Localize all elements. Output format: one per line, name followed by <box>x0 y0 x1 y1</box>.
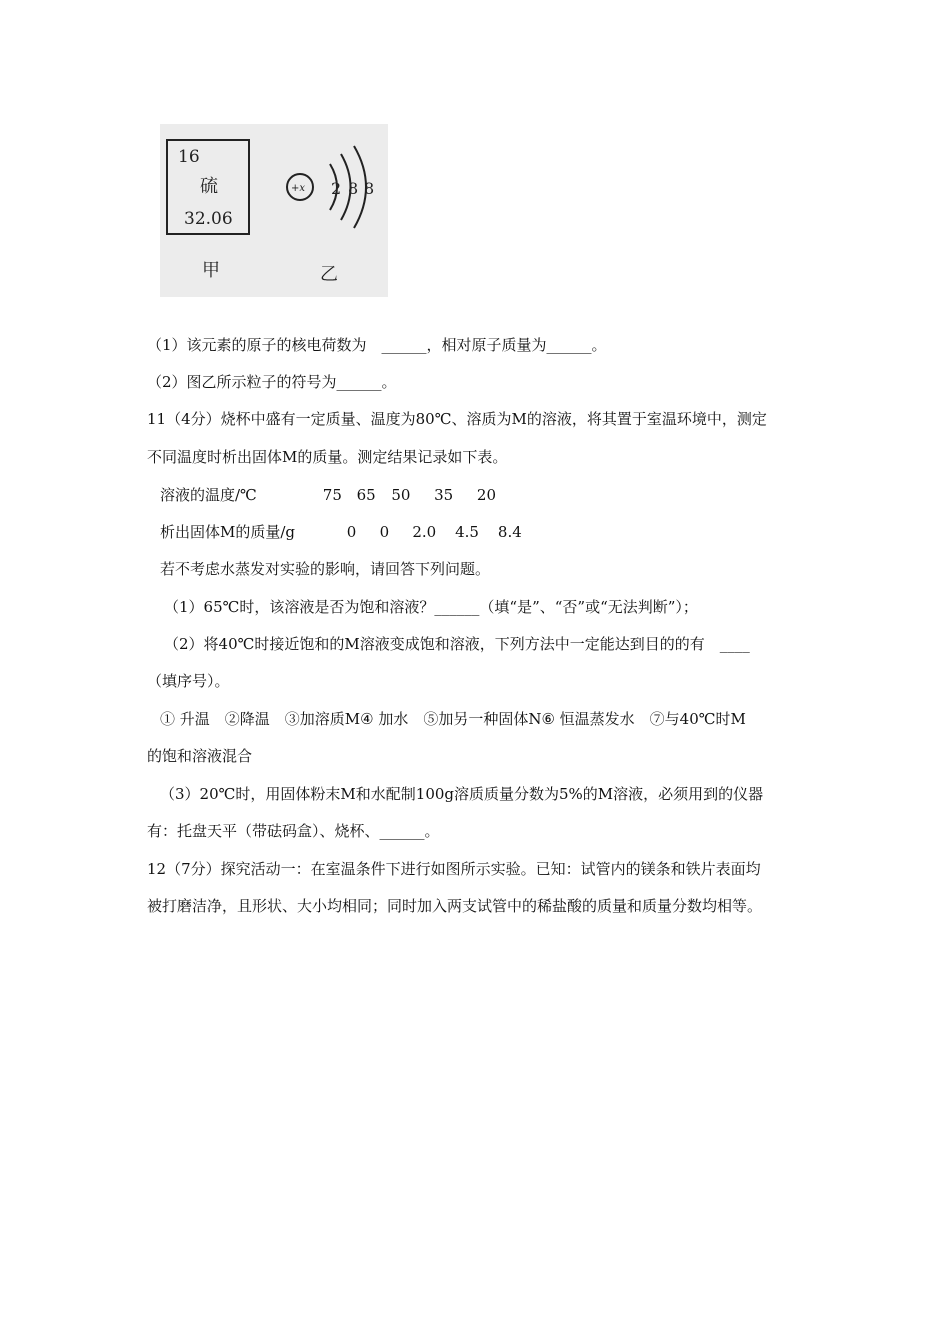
q11-part2-line2: （填序号）。 <box>147 672 230 690</box>
atomic-number: 16 <box>178 147 200 167</box>
q11-part2-line1: （2）将40℃时接近饱和的M溶液变成饱和溶液，下列方法中一定能达到目的的有 ____ <box>164 635 750 653</box>
q11-part3-line1: （3）20℃时，用固体粉末M和水配制100g溶质质量分数为5%的M溶液，必须用到的仪器 <box>160 785 764 803</box>
shell-electrons-2: 8 <box>348 179 359 198</box>
table-row-label: 溶液的温度/℃ <box>160 486 257 504</box>
caption-jia: 甲 <box>202 260 220 281</box>
q10-part2: （2）图乙所示粒子的符号为______。 <box>147 373 397 391</box>
shell-electrons-3: 8 <box>364 179 375 198</box>
nucleus-charge: +x <box>291 183 306 194</box>
q11-instruction: 若不考虑水蒸发对实验的影响，请回答下列问题。 <box>160 560 491 578</box>
table-cell: 0 <box>346 523 357 541</box>
table-cell: 8.4 <box>497 523 522 541</box>
q12-line2: 被打磨洁净，且形状、大小均相同；同时加入两支试管中的稀盐酸的质量和质量分数均相等。 <box>147 897 763 915</box>
atomic-mass: 32.06 <box>184 209 233 229</box>
table-cell: 4.5 <box>455 523 479 541</box>
q11-stem-line2: 不同温度时析出固体M的质量。测定结果记录如下表。 <box>147 448 508 466</box>
q11-part3-line2: 有：托盘天平（带砝码盒）、烧杯、______。 <box>147 822 440 840</box>
q11-stem-line1: 11（4分）烧杯中盛有一定质量、温度为80℃、溶质为M的溶液，将其置于室温环境中，测定 <box>147 410 767 428</box>
table-cell: 35 <box>434 486 454 504</box>
table-cell: 75 <box>322 486 342 504</box>
q12-line1: 12（7分）探究活动一：在室温条件下进行如图所示实验。已知：试管内的镁条和铁片表面均 <box>147 860 761 878</box>
q11-table-row-temperature <box>160 485 507 505</box>
table-cell: 20 <box>476 486 496 504</box>
table-cell: 0 <box>379 523 390 541</box>
q11-options-line2: 的饱和溶液混合 <box>147 747 253 765</box>
q11-table-row-mass <box>160 522 528 542</box>
table-cell: 50 <box>391 486 411 504</box>
element-name: 硫 <box>200 176 218 197</box>
q11-part1: （1）65℃时，该溶液是否为饱和溶液？______（填“是”、“否”或“无法判断”）； <box>164 598 698 616</box>
table-row-label: 析出固体M的质量/g <box>160 523 296 541</box>
table-cell: 2.0 <box>412 523 437 541</box>
caption-yi: 乙 <box>320 264 338 285</box>
q10-part1: （1）该元素的原子的核电荷数为 ______，相对原子质量为______。 <box>147 336 607 354</box>
q11-options-line1: ① 升温 ②降温 ③加溶质M④ 加水 ⑤加另一种固体N⑥ 恒温蒸发水 ⑦与40℃时M <box>160 710 746 728</box>
element-figure <box>160 124 388 297</box>
shell-electrons-1: 2 <box>331 179 342 198</box>
element-diagram <box>160 124 388 297</box>
table-cell: 65 <box>356 486 376 504</box>
